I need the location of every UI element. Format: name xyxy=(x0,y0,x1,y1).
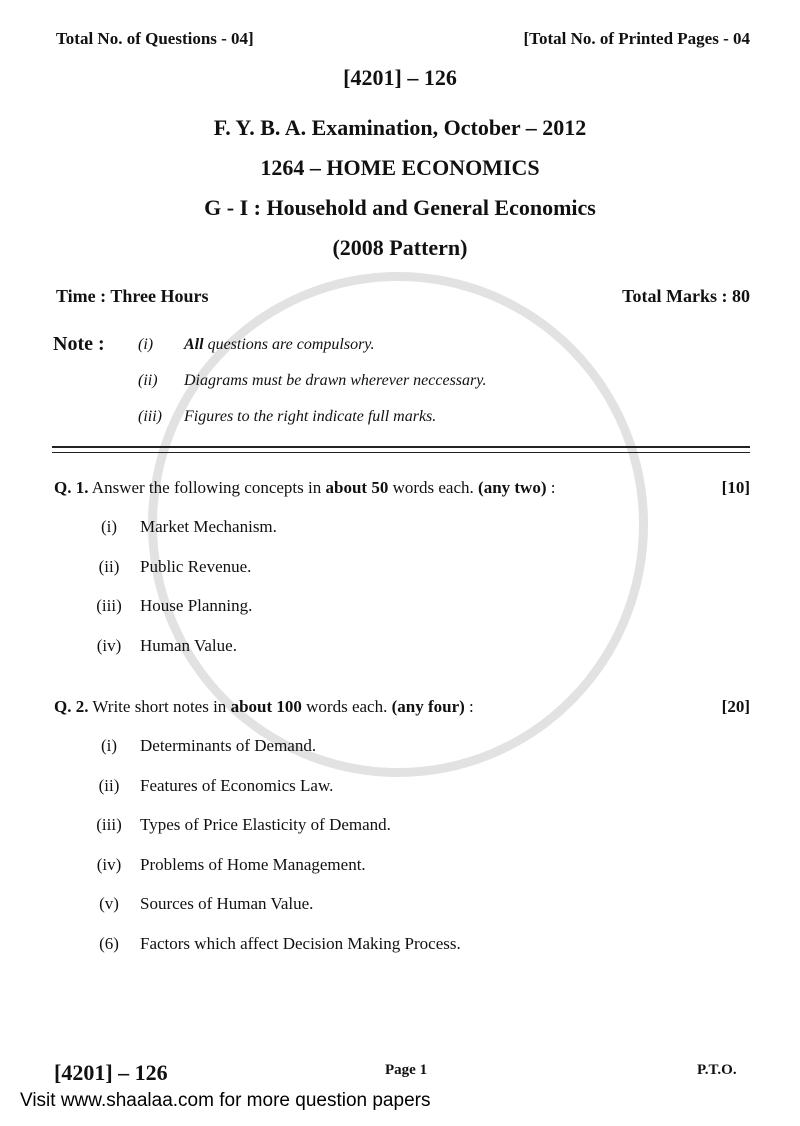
question-bold: (any four) xyxy=(391,697,465,716)
item-text: Features of Economics Law. xyxy=(140,775,334,795)
question-item xyxy=(88,815,391,835)
time: Time : Three Hours xyxy=(56,286,209,306)
item-text: House Planning. xyxy=(140,596,253,616)
question-bold: (any two) xyxy=(478,478,547,497)
question-bold: about 50 xyxy=(325,478,389,497)
note-num: (ii) xyxy=(138,372,158,389)
question-text: words each. xyxy=(388,478,479,497)
question-item xyxy=(88,894,313,914)
pattern: (2008 Pattern) xyxy=(332,235,468,260)
question-marks: [10] xyxy=(721,478,750,497)
question-text: : xyxy=(546,478,556,497)
note-text: Diagrams must be drawn wherever neccessary. xyxy=(184,372,487,389)
question-item xyxy=(88,776,333,796)
item-number: (i) xyxy=(100,517,118,536)
question-item xyxy=(88,596,252,616)
paper-code: [4201] – 126 xyxy=(343,65,457,90)
note-item xyxy=(138,336,375,354)
item-number: (iii) xyxy=(96,596,122,616)
item-text: Types of Price Elasticity of Demand. xyxy=(140,815,391,835)
question-marks: [20] xyxy=(721,697,750,716)
note-item xyxy=(138,408,436,426)
note-item xyxy=(138,372,486,390)
visit-link-text: Visit www.shaalaa.com for more question papers xyxy=(20,1090,431,1111)
total-questions: Total No. of Questions - 04] xyxy=(56,29,254,48)
note-bold: All xyxy=(184,336,204,353)
divider-bottom xyxy=(52,452,750,453)
item-text: Market Mechanism. xyxy=(140,517,277,536)
item-number: (iv) xyxy=(96,635,122,655)
item-number: (6) xyxy=(99,934,119,953)
total-pages: [Total No. of Printed Pages - 04 xyxy=(523,29,750,48)
item-text: Determinants of Demand. xyxy=(140,736,317,755)
question-item xyxy=(88,934,461,954)
item-number: (iii) xyxy=(96,815,122,835)
question-text: Write short notes in xyxy=(88,697,231,716)
item-text: Sources of Human Value. xyxy=(140,894,314,914)
question-item xyxy=(88,557,251,577)
question-item xyxy=(88,517,277,537)
question-text: words each. xyxy=(301,697,392,716)
note-num: (iii) xyxy=(138,408,162,425)
paper-title: G - I : Household and General Economics xyxy=(204,195,596,220)
item-number: (v) xyxy=(99,894,119,914)
item-text: Public Revenue. xyxy=(140,556,252,576)
question-text: : xyxy=(464,697,474,716)
subject-title: 1264 – HOME ECONOMICS xyxy=(260,155,540,180)
question-item xyxy=(88,636,237,656)
note-text: questions are compulsory. xyxy=(203,336,375,353)
total-marks: Total Marks : 80 xyxy=(622,286,750,306)
question-item xyxy=(88,736,316,756)
footer-page: Page 1 xyxy=(385,1062,428,1078)
question-number: Q. 2. xyxy=(54,697,89,716)
question-heading xyxy=(54,478,555,498)
item-text: Factors which affect Decision Making Process. xyxy=(140,934,461,953)
item-text: Human Value. xyxy=(140,635,237,655)
footer-code: [4201] – 126 xyxy=(54,1060,168,1085)
item-number: (ii) xyxy=(98,775,120,795)
question-heading xyxy=(54,697,474,717)
item-text: Problems of Home Management. xyxy=(140,854,366,874)
footer-pto: P.T.O. xyxy=(697,1062,737,1078)
divider-top xyxy=(52,446,750,448)
question-bold: about 100 xyxy=(230,697,302,716)
note-num: (i) xyxy=(138,336,154,353)
question-text: Answer the following concepts in xyxy=(88,478,326,497)
note-label: Note : xyxy=(53,333,105,355)
exam-title: F. Y. B. A. Examination, October – 2012 xyxy=(213,115,587,140)
item-number: (i) xyxy=(100,736,118,755)
item-number: (ii) xyxy=(98,556,120,576)
note-text: Figures to the right indicate full marks. xyxy=(184,408,437,425)
question-number: Q. 1. xyxy=(54,478,89,497)
question-item xyxy=(88,855,366,875)
item-number: (iv) xyxy=(96,854,122,874)
